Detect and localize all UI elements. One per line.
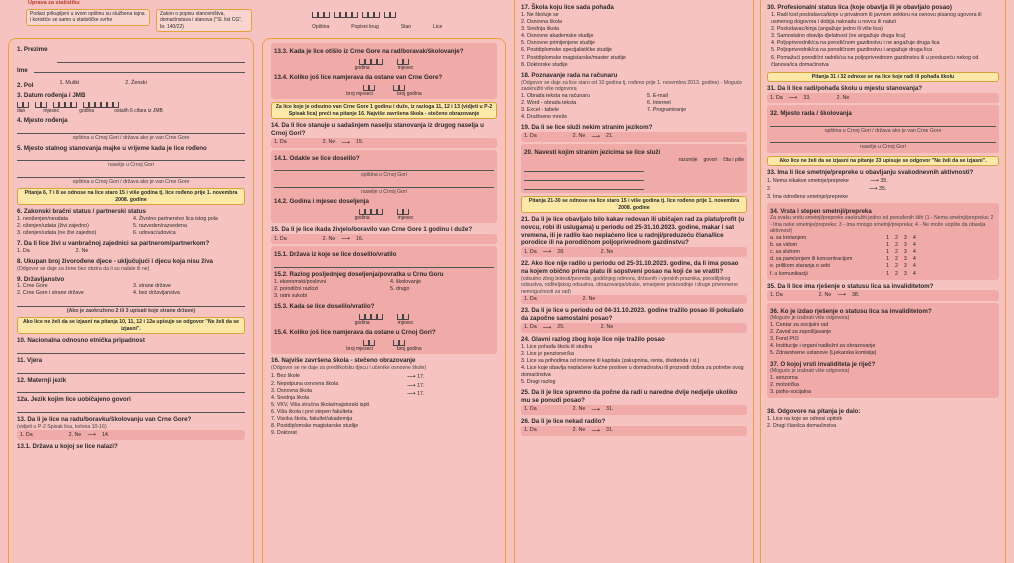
note-q6-8: Pitanja 6, 7 i 8 se odnose na lice staro 15 i više godina tj. lice rođeno prije 1. novembra 2008. godine (17, 188, 245, 205)
q34-code[interactable]: 4 (912, 256, 916, 263)
arrow-icon: ⟶ (542, 324, 552, 331)
q15-2-option-4[interactable]: 4. školovanje (390, 278, 421, 285)
q34-code[interactable]: 1 (886, 270, 889, 277)
q9-hint: (Ako je zaokruženo 2 ili 3 upisati koje strane države) (66, 307, 196, 314)
q36-option-5[interactable]: 5. Zdravstvene ustanove (Ljekarska komisija) (770, 350, 877, 357)
q16-skip-1: 17. (417, 374, 425, 381)
q34-code[interactable]: 3 (903, 234, 907, 241)
q37-hint: (Moguće je izabrati više odgovora) (770, 368, 850, 375)
arrow-icon: ⟶ (407, 374, 416, 381)
q13-no[interactable]: 2. Ne (68, 431, 82, 438)
q37-option-2[interactable]: 2. motorička (770, 381, 799, 388)
q25-skip: 31. (605, 406, 614, 413)
q15-3-label: 15.3. Kada se lice doselilo/vratilo? (274, 303, 375, 311)
q36-option-3[interactable]: 3. Fond PIO (770, 336, 799, 343)
q32-field-2[interactable] (770, 136, 996, 143)
q34-code[interactable]: 3 (903, 242, 907, 249)
q35-skip: 38. (851, 291, 860, 298)
q9-option-4[interactable]: 4. bez državljanstva (133, 290, 180, 297)
q34-row-e: e. prilikom staranja o sebi (770, 263, 831, 270)
q16-option-1[interactable]: 1. Bez škole (271, 373, 300, 380)
q23-no[interactable]: 2. Ne (600, 324, 614, 331)
arrow-icon: ⟶ (542, 249, 552, 256)
q35-no[interactable]: 2. Ne (818, 291, 832, 298)
q34-code[interactable]: 2 (894, 263, 898, 270)
q14-1-hint-2: naselje u Crnoj Gori (361, 188, 407, 195)
q35-yes[interactable]: 1. Da (770, 291, 783, 298)
q26-skip: 31. (605, 427, 614, 434)
q6-option-6[interactable]: 6. udovac/udovica (133, 230, 176, 237)
q18-option-5[interactable]: 5. E-mail (647, 92, 668, 99)
q33-skip-1: 35. (880, 178, 888, 185)
q34-row-a: a. sa kretanjem (770, 234, 807, 241)
q36-option-4[interactable]: 4. Institucije i organi nadležni za obrazovanje (770, 343, 876, 350)
q12a-field[interactable] (17, 406, 245, 413)
panel-col2 (262, 38, 506, 563)
q20-row-2[interactable] (524, 174, 644, 181)
q24-label: 24. Glavni razlog zbog koje lice nije tražilo posao (521, 335, 665, 343)
q15-yes[interactable]: 1. Da (274, 235, 287, 242)
q1-label: 1. Prezime (17, 46, 48, 53)
panel-col3 (514, 0, 754, 563)
q13-hint: (vidjeti u P-2 Spisak lica, kolona 10-16) (17, 423, 107, 430)
q7-no[interactable]: 2. Ne (75, 248, 89, 255)
q15-2-option-3[interactable]: 3. ratni sukobi (274, 292, 307, 299)
q14-yes[interactable]: 1. Da (274, 138, 287, 145)
q16-option-5[interactable]: 5. VKV, Viša stručna škola/majstorski ispit (271, 401, 370, 408)
q17-option-5[interactable]: 5. Osnovne primijenjene studije (521, 40, 595, 47)
q25-no[interactable]: 2. Ne (572, 406, 586, 413)
q31-no[interactable]: 2. Ne (836, 94, 850, 101)
q36-label: 36. Ko je izdao rješenje o statusu lica sa invaliditetom? (770, 307, 932, 315)
q14-no[interactable]: 2. Ne (322, 138, 336, 145)
q13-skip: 14. (101, 431, 110, 438)
q16-hint: (Odgovor se ne daje za predškolsku djecu i učenike osnovne škole) (271, 364, 427, 371)
q23-yes[interactable]: 1. Da (524, 324, 537, 331)
code-lice: Lice (433, 24, 443, 30)
q30-option-5[interactable]: 5. Poljoprivrednik/ca na porodičnom gazdinstvu i angažuje druga lica (771, 47, 933, 54)
arrow-icon: ⟶ (341, 139, 350, 146)
q20-col-speak: govori (703, 156, 718, 163)
q38-option-2[interactable]: 2. Drugi član/ica domaćinstva (767, 423, 837, 430)
q4-label: 4. Mjesto rođenja (17, 117, 68, 125)
code-stan: Stan (400, 24, 412, 30)
q30-option-1[interactable]: 1. Radi kod poslodavca/kinje u privatnom ili javnom sektoru na osnovu pisanog ugovora ili usmenog dogovora i dobija naknadu u novcu ili naturi (771, 11, 982, 25)
q22-label: 22. Ako lice nije radilo u periodu od 25-31.10.2023. godine, da li ima posao na kojem obično prima platu ili sopstveni posao na koji će se vratiti? (521, 260, 739, 275)
q19-no[interactable]: 2. Ne (572, 133, 586, 140)
column-3 (514, 0, 754, 563)
q17-option-1[interactable]: 1. Ne školuje se (521, 11, 559, 18)
q38-option-1[interactable]: 1. Lice na koje se odnosi upitnik (767, 415, 843, 422)
q31-label: 31. Da li lice radi/pohađa školu u mjestu stanovanja? (767, 85, 923, 93)
q34-label: 34. Vrsta i stepen smetnji/prepreka (770, 207, 872, 215)
q5-field-2[interactable] (17, 171, 245, 178)
q21-label: 21. Da li je lice obavljalo bilo kakav redovan ili ubičajen rad za platu/profit (u novcu, robi ili uslugama) u periodu od 25-31.10.2023. godine, makar i sat vremena, ili je radilo kao neplaćeno lice u radnji/preduzeću člana/lice porodice ili na porodičnom poljoprivrednom gazdinstvu? (521, 216, 745, 247)
note-q21-30: Pitanja 21-30 se odnose na lice staro 15 i više godina tj. lice rođeno prije 1. novembra 2008. godine (521, 196, 747, 213)
q16-option-9[interactable]: 9. Doktorat (271, 430, 297, 437)
q16-option-7[interactable]: 7. Visoka škola, fakultet/akademija (271, 416, 353, 423)
q24-option-4[interactable]: 4. Lice koje obavlja neplaćene kućne poslove u domaćinstvu ili prozvodi dobra za potrebe svog domaćinstva (521, 365, 744, 379)
q14-1-field-1[interactable] (274, 164, 494, 171)
note-q16-skip: Za lice koje je odsutno van Crne Gore 1 godinu i duže, iz razloga 11, 12 i 13 (vidjeti u P-2 Spisak lica) preći na pitanje 16. Najviše završena škola - stečeno obrazovanje (271, 102, 497, 119)
q17-option-8[interactable]: 8. Doktorske studije (521, 61, 568, 68)
q15-1-field[interactable] (274, 261, 494, 268)
q16-skip-2: 17. (417, 382, 425, 389)
q14-1-label: 14.1. Odakle se lice doselilo? (274, 154, 360, 162)
q13-yes[interactable]: 1. Da (20, 431, 33, 438)
q21-yes[interactable]: 1. Da (524, 248, 537, 255)
q16-option-6[interactable]: 6. Viša škola i prvi stepen fakulteta (271, 409, 353, 416)
q13-4-years: broj godina (396, 90, 422, 97)
q18-option-1[interactable]: 1. Obrada teksta na računaru (521, 92, 590, 99)
law-note: Zakon o popisu stanovništva, domaćinstava i stanova ("Sl. list CG", br. 140/22) (156, 9, 252, 32)
q34-hint: Za svaku vrstu smetnji/prepreke zaokružiti jedno od ponuđenih šifri (1 - Nema smetnji/prepreka; 2 - Ima neke smetnje/prepreke; 3 - Ima mnogo smetnji/prepreka; 4 - Ne može uopšte da obavlja aktivnost) (770, 215, 994, 235)
q23-skip: 25. (557, 324, 565, 331)
panel-col4 (760, 0, 1006, 563)
q36-option-1[interactable]: 1. Centar za socijalni rad (770, 321, 829, 328)
q9-option-3[interactable]: 3. strane države (133, 283, 171, 290)
q34-code[interactable]: 2 (894, 234, 898, 241)
q34-code[interactable]: 3 (903, 270, 907, 277)
office-name: Uprava za statistiku (28, 0, 80, 6)
q4-hint: opština u Crnoj Gori / država ako je van Crne Gore (72, 135, 190, 141)
q2-option-female[interactable]: 2. Ženski (125, 80, 147, 87)
q10-field[interactable] (17, 347, 245, 354)
q34-code[interactable]: 1 (886, 234, 889, 241)
q31-yes[interactable]: 1. Da (770, 94, 783, 101)
column-4 (760, 0, 1006, 563)
q6-option-3[interactable]: 3. oženjen/udata (ne živi zajedno) (17, 230, 97, 237)
q36-option-2[interactable]: 2. Zavod za zapošljavanje (770, 328, 832, 335)
q9-option-2[interactable]: 2. Crne Gore i strane države (17, 290, 84, 297)
q3-jmb: ostalih 6 cifara iz JMB (114, 108, 163, 114)
q11-label: 11. Vjera (17, 356, 43, 364)
q23-label: 23. Da li je lice u periodu od 04-31.10.2023. godine tražilo posao ili pokušalo da započne samostalni posao? (521, 307, 744, 323)
q3-year: godina (79, 108, 95, 114)
column-1 (8, 0, 254, 563)
q12-field[interactable] (17, 386, 245, 393)
q11-field[interactable] (17, 367, 245, 374)
q17-option-2[interactable]: 2. Osnovna škola (521, 18, 562, 25)
q13-4-label: 13.4. Koliko još lice namjerava da ostane van Crne Gore? (274, 74, 443, 81)
q17-label: 17. Škola koju lice sada pohađa (521, 4, 614, 11)
arrow-icon: ⟶ (591, 133, 600, 140)
q33-option-2[interactable]: 2. (767, 186, 772, 193)
q6-option-2[interactable]: 2. oženjen/udata (živi zajedno) (17, 223, 89, 230)
q15-3-year: godina (354, 319, 370, 326)
q6-option-4[interactable]: 4. Životno partnerstvo lica istog pola (133, 216, 218, 222)
arrow-icon: ⟶ (870, 178, 879, 185)
q32-label: 32. Mjesto rada / školovanja (770, 110, 852, 118)
q19-skip: 21. (605, 133, 614, 140)
q8-hint: (Odgovor se daje za žene bez obzira da li su radale ili ne) (17, 266, 150, 273)
q15-no[interactable]: 2. Ne (322, 235, 336, 242)
q15-2-label: 15.2. Razlog posljednjeg doseljenja/povratka u Crnu Goru (274, 270, 444, 278)
q15-1-label: 15.1. Država iz koje se lice doselilo/vratilo (274, 251, 397, 259)
q34-code[interactable]: 2 (894, 249, 898, 256)
q13-4-months: broj mjeseci (346, 90, 373, 97)
q20-row-3[interactable] (524, 183, 644, 190)
q18-label: 18. Poznavanje rada na računaru (521, 71, 618, 79)
q16-option-2[interactable]: 2. Nepotpuna osnovna škola (271, 380, 339, 387)
q15-4-years: broj godina (396, 345, 422, 352)
q24-option-2[interactable]: 2. Lice je penzioner/ka (521, 350, 575, 357)
q32-field-1[interactable] (770, 120, 996, 127)
q34-code[interactable]: 2 (894, 242, 898, 249)
q12a-label: 12a. Jezik kojim lice uobičajeno govori (17, 396, 131, 404)
q26-label: 26. Da li je lice nekad radilo? (521, 418, 606, 426)
q34-code[interactable]: 3 (903, 249, 907, 256)
q34-code[interactable]: 1 (886, 242, 889, 249)
arrow-icon: ⟶ (407, 382, 416, 389)
q33-skip-2: 35. (879, 186, 887, 193)
q2-label: 2. Pol (17, 81, 34, 89)
code-boxes[interactable] (312, 12, 396, 18)
q33-label: 33. Ima li lice smetnje/prepreke u obavljanju svakodnevnih aktivnosti? (767, 169, 974, 177)
q18-option-2[interactable]: 2. Word - obrada teksta (521, 99, 577, 106)
q34-row-f: f. u komunikaciji (770, 270, 808, 277)
q26-yes[interactable]: 1. Da (524, 427, 537, 434)
q33-option-3[interactable]: 3. Ima određene smetnje/prepreke (767, 193, 848, 200)
q9-field[interactable] (17, 300, 245, 307)
q20-label: 20. Navesti kojim stranim jezicima se lice služi (524, 149, 661, 157)
note-q33: Ako lice ne želi da se izjasni na pitanje 33 upisuje se odgovor "Ne želi da se izjasni". (767, 156, 999, 167)
q34-code[interactable]: 1 (886, 263, 889, 270)
q3-label: 3. Datum rođenja i JMB (17, 92, 86, 100)
q1b-field[interactable] (34, 66, 245, 73)
q22-no[interactable]: 2. Ne (582, 296, 596, 303)
q15-label: 15. Da li je lice ikada živjelo/boravilo van Crne Gore 1 godinu i duže? (271, 226, 473, 234)
q17-option-7[interactable]: 7. Postdiplomske magistarske/master studije (521, 54, 626, 61)
q34-code[interactable]: 1 (886, 256, 889, 263)
q13-3-label: 13.3. Kada je lice otišlo iz Crne Gore na rad/boravak/školovanje? (274, 48, 464, 55)
q2-option-male[interactable]: 1. Muški (59, 80, 80, 87)
q6-option-5[interactable]: 5. razveden/razvedena (133, 223, 187, 230)
q34-row-d: d. sa pamćenjem ili koncentracijom (770, 256, 853, 263)
q16-option-4[interactable]: 4. Srednja škola (271, 394, 309, 401)
q15-skip: 16. (355, 235, 364, 242)
q16-label: 16. Najviše završena škola - stečeno obrazovanje (271, 357, 416, 365)
q19-yes[interactable]: 1. Da (524, 133, 537, 140)
column-2 (262, 0, 506, 563)
q34-code[interactable]: 2 (894, 256, 898, 263)
q5-field-1[interactable] (17, 154, 245, 161)
q14-1-field-2[interactable] (274, 181, 494, 188)
q14-label: 14. Da li lice stanuje u sadašnjem naselju stanovanja iz drugog naselja u Crnoj Gori? (271, 122, 484, 137)
q9-label: 9. Državljanstvo (17, 275, 65, 283)
q30-option-4[interactable]: 4. Poljoprivrednik/ca na porodičnom gazdinstvu i ne angažuje druga lica (771, 40, 940, 47)
note-q31-32: Pitanja 31 i 32 odnose se na lice koje radi ili pohađa školu (767, 72, 999, 83)
q38-label: 38. Odgovore na pitanja je dalo: (767, 408, 861, 416)
q30-label: 30. Profesionalni status lica (koje obavlja ili je obavljalo posao) (767, 4, 952, 11)
q31-skip: 33. (803, 94, 811, 101)
q7-yes[interactable]: 1. Da (17, 248, 30, 255)
q22-hint: (odsutno zbog bolesti/povrede, godišnjeg odmora, državnih i vjerskih praznika, porodiljskog odsustva, rođiteljskog odsustva, obrazovanja/obuke, smanjene proizvodnje i druge privremene nemogućnosti za rad) (521, 275, 738, 295)
q15-4-label: 15.4. Koliko još lice namjerava da ostane u Crnoj Gori? (274, 329, 436, 337)
q34-code[interactable]: 4 (912, 249, 916, 256)
q12-label: 12. Maternji jezik (17, 376, 67, 384)
q3-day: dan (17, 108, 26, 114)
q20-col-understand: razumije (678, 156, 698, 163)
q18-hint: (Odgovor se daje za lice staro od 10 godina tj. rođeno prije 1. novembra 2013. godine) - Moguće zaokružiti više odgovora (521, 79, 743, 93)
panel-col1 (8, 38, 254, 563)
q13-label: 13. Da li je lice na radu/boravku/školovanju van Crne Gore? (17, 416, 192, 424)
q16-skip-3: 17. (417, 390, 425, 397)
q34-code[interactable]: 1 (886, 249, 889, 256)
note-q10-12: Ako lice ne želi da se izjasni na pitanja 10, 11, 12 i 12a upisuje se odgovor "Ne želi da se izjasni". (17, 317, 245, 334)
q34-table (770, 235, 996, 278)
q13-3-year: godina (354, 64, 370, 71)
q5-hint-2: opština u Crnoj Gori / država ako je van Crne Gore (72, 178, 190, 185)
q34-code[interactable]: 3 (903, 256, 907, 263)
q26-no[interactable]: 2. Ne (572, 427, 586, 434)
q19-label: 19. Da li se lice služi nekim stranim jezikom? (521, 124, 653, 132)
q22-yes[interactable]: 1. Da (524, 296, 537, 303)
q14-2-year: godina (354, 215, 370, 222)
q34-row-b: b. sa vidom (770, 242, 798, 249)
q18-option-7[interactable]: 7. Programiranje (647, 106, 687, 113)
code-opstina: Opština (312, 24, 330, 30)
q30-option-6[interactable]: 6. Pomažući porodični radnik/ca na poljoprivrednom gazdinstvu ili u preduzeću nekog od članova/ica domaćinstva (771, 54, 979, 68)
q34-code[interactable]: 3 (903, 263, 907, 270)
q35-label: 35. Da li lice ima rješenje o statusu lica sa invaliditetom? (767, 282, 934, 290)
q15-2-option-1[interactable]: 1. ekonomski/poslovni (274, 278, 327, 285)
confidentiality-note: Podaci prikupljeni u svom opštinu su službena tajna i koristiće se samo u statističke svrhe (26, 9, 150, 26)
q14-1-hint-1: opština u Crnoj Gori (360, 172, 408, 179)
q17-option-6[interactable]: 6. Postdiplomske specijalističke studije (521, 47, 612, 54)
q32-hint-2: naselje u Crnoj Gori (860, 144, 906, 151)
q18-option-3[interactable]: 3. Excel - tabele (521, 106, 559, 113)
q30-option-2[interactable]: 2. Poslodavac/kinja (angažuje jedno ili više lica) (771, 26, 883, 33)
q6-option-1[interactable]: 1. neoženjen/neudata (17, 216, 68, 222)
q37-option-1[interactable]: 1. senzorna (770, 374, 798, 381)
q5-label: 5. Mjesto stalnog stanovanja majke u vrijeme kada je lice rođeno (17, 144, 207, 152)
q37-label: 37. O kojoj vrsti invaliditeta je riječ? (770, 360, 876, 368)
q37-option-3[interactable]: 3. psiho-socijalna (770, 389, 811, 396)
arrow-icon: ⟶ (407, 390, 416, 397)
q33-option-1[interactable]: 1. Nema nikakve smetnje/prepreke (767, 178, 849, 185)
q4-field[interactable] (17, 127, 245, 134)
arrow-icon: ⟶ (788, 95, 798, 102)
q14-2-label: 14.2. Godina i mjesec doseljenja (274, 198, 369, 206)
q36-hint: (Moguće je izabrati više odgovora) (770, 315, 850, 322)
q14-2-month: mjesec (397, 215, 414, 222)
q1-field[interactable] (57, 56, 245, 63)
q18-option-6[interactable]: 6. Internet (647, 99, 671, 106)
q18-option-4[interactable]: 4. Društvene mreže (521, 114, 568, 121)
arrow-icon: ⟶ (87, 432, 96, 439)
code-krug: Popisni krug (351, 24, 379, 30)
q24-option-5[interactable]: 5. Drugi razlog (521, 379, 556, 386)
q20-row-1[interactable] (524, 165, 644, 172)
q21-skip: 28. (557, 248, 565, 255)
q34-code[interactable]: 4 (912, 234, 916, 241)
q14-skip: 15. (355, 138, 364, 145)
arrow-icon: ⟶ (837, 292, 846, 299)
q25-label: 25. Da li je lice spremno da počne da radi u naredne dvije nedjelje ukoliko mu se ponudi posao? (521, 389, 738, 405)
arrow-icon: ⟶ (591, 427, 600, 434)
q15-3-month: mjesec (397, 319, 414, 326)
q32-hint-1: opština u Crnoj Gori / država ako je van Crne Gore (824, 127, 942, 134)
q34-row-c: c. sa sluhom (770, 249, 800, 256)
q17-option-4[interactable]: 4. Osnovne akademske studije (521, 33, 594, 40)
q34-code[interactable]: 2 (894, 270, 898, 277)
q25-yes[interactable]: 1. Da (524, 406, 537, 413)
q17-option-3[interactable]: 3. Srednja škola (521, 26, 559, 33)
q1b-label: Ime (17, 66, 28, 74)
q9-option-1[interactable]: 1. Crne Gore (17, 283, 48, 290)
q34-code[interactable]: 4 (912, 242, 916, 249)
arrow-icon: ⟶ (868, 186, 878, 193)
q15-2-option-5[interactable]: 5. drugo (390, 285, 410, 292)
q24-option-1[interactable]: 1. Lice pohađa školu ili studira (521, 343, 592, 350)
q16-option-8[interactable]: 8. Postdiplomske magistarske studije (271, 423, 359, 430)
q7-label: 7. Da li lice živi u vanbračnoj zajednici sa partnerom/partnerkom? (17, 240, 210, 248)
q16-option-3[interactable]: 3. Osnovna škola (271, 387, 312, 394)
q13-3-month: mjesec (397, 64, 414, 71)
q8-label: 8. Ukupan broj živorođene djece - uključujući i djecu koja nisu živa (17, 258, 213, 266)
q10-label: 10. Nacionalna odnosno etnička pripadnost (17, 337, 145, 345)
q34-code[interactable]: 4 (912, 263, 916, 270)
q30-option-3[interactable]: 3. Samostalno obavlja djelatnost (ne angažuje druga lica) (771, 33, 906, 40)
arrow-icon: ⟶ (341, 236, 350, 243)
q3-month: mjesec (43, 108, 60, 114)
q15-2-option-2[interactable]: 2. porodični razlozi (274, 285, 319, 292)
q5-hint-1: naselje u Crnoj Gori (108, 162, 154, 169)
q6-label: 6. Zakonski bračni status / partnerski status (17, 208, 146, 216)
q21-no[interactable]: 2. Ne (600, 248, 614, 255)
arrow-icon: ⟶ (591, 406, 600, 413)
q20-col-read-write: čita i piše (723, 156, 744, 163)
q24-option-3[interactable]: 3. Lice sa prihodima od imovine ili kapitala (zakupnina, renta, dividenda i sl.) (521, 357, 700, 364)
q34-code[interactable]: 4 (912, 270, 916, 277)
q13-1-label: 13.1. Država u kojoj se lice nalazi? (17, 443, 118, 451)
q15-4-months: broj mjeseci (346, 345, 373, 352)
